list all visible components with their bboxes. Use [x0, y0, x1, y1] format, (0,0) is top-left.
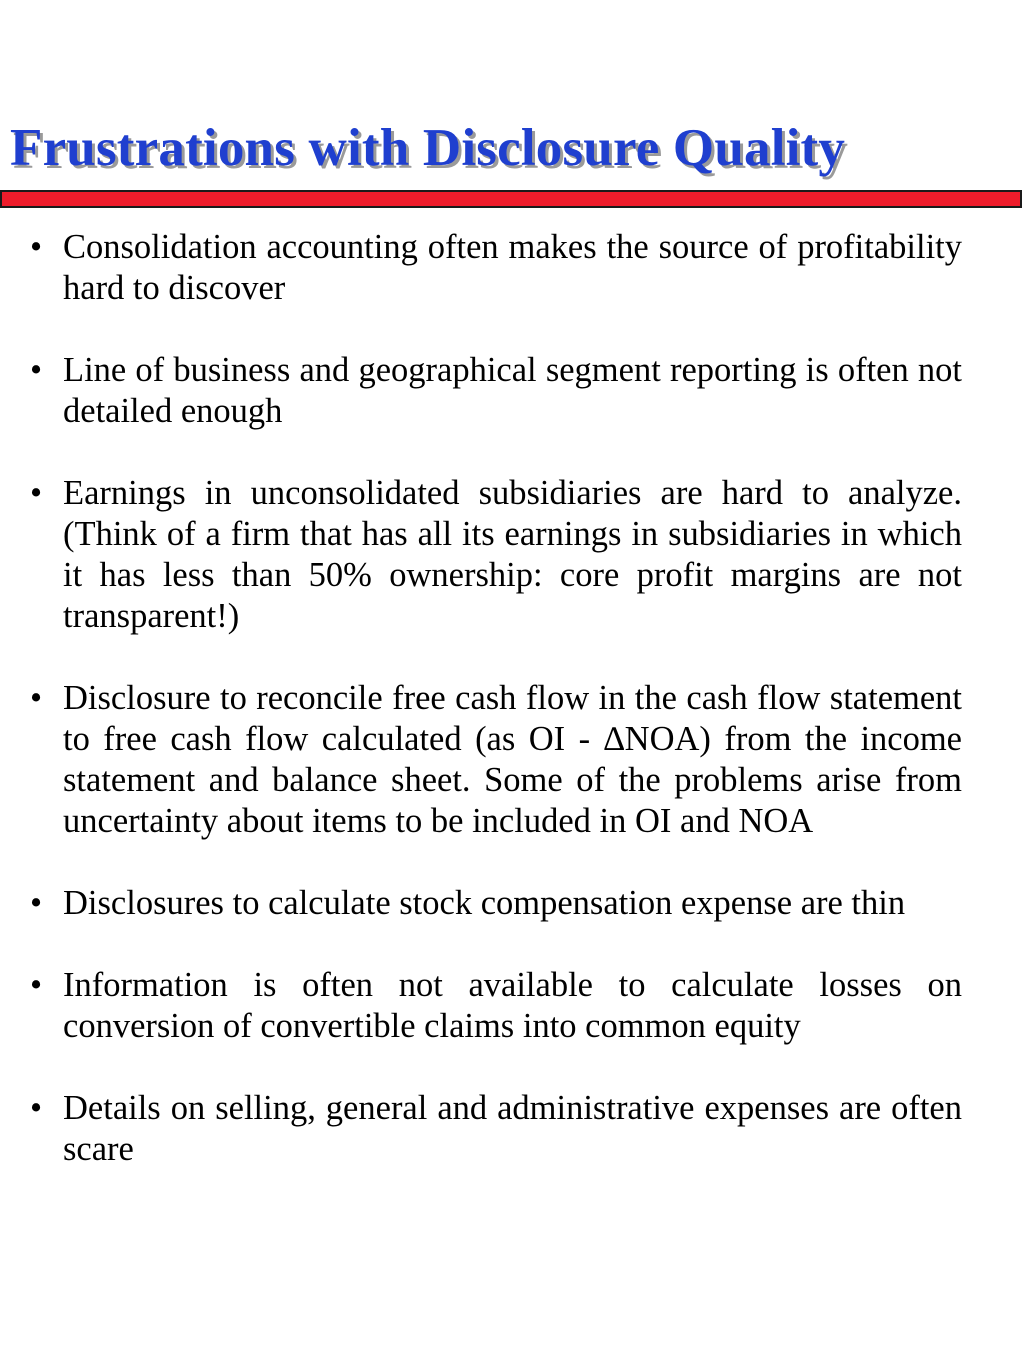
bullet-text: Details on selling, general and administrative expenses are often scare	[63, 1089, 962, 1168]
slide-title: Frustrations with Disclosure Quality	[10, 119, 846, 177]
bullet-stock-compensation	[30, 883, 962, 924]
bullet-text: Disclosure to reconcile free cash flow in the cash flow statement to free cash flow calculated (as OI - ∆NOA) from the income statement and balance sheet. Some of the problems arise from uncertainty about items to be included in OI and NOA	[63, 679, 962, 840]
title-divider-bar	[0, 190, 1022, 208]
bullet-dot-icon: •	[30, 966, 43, 1004]
bullet-sga-expenses	[30, 1088, 962, 1170]
bullet-free-cash-flow	[30, 678, 962, 842]
bullet-text: Information is often not available to calculate losses on conversion of convertible claims into common equity	[63, 966, 962, 1045]
bullet-segment-reporting	[30, 350, 962, 432]
bullet-text: Consolidation accounting often makes the source of profitability hard to discover	[63, 228, 962, 307]
bullet-text: Line of business and geographical segment reporting is often not detailed enough	[63, 351, 962, 430]
bullet-dot-icon: •	[30, 1089, 43, 1127]
bullet-dot-icon: •	[30, 351, 43, 389]
bullet-text: Disclosures to calculate stock compensation expense are thin	[63, 884, 906, 922]
bullet-dot-icon: •	[30, 474, 43, 512]
bullet-dot-icon: •	[30, 884, 43, 922]
bullet-text: Earnings in unconsolidated subsidiaries are hard to analyze. (Think of a firm that has all its earnings in subsidiaries in which it has less than 50% ownership: core profit margins are not transparent!)	[63, 474, 962, 635]
bullet-unconsolidated-subsidiaries	[30, 473, 962, 637]
bullet-dot-icon: •	[30, 228, 43, 266]
bullet-consolidation	[30, 227, 962, 309]
bullet-convertible-claims	[30, 965, 962, 1047]
bullet-list	[30, 227, 962, 1170]
bullet-dot-icon: •	[30, 679, 43, 717]
